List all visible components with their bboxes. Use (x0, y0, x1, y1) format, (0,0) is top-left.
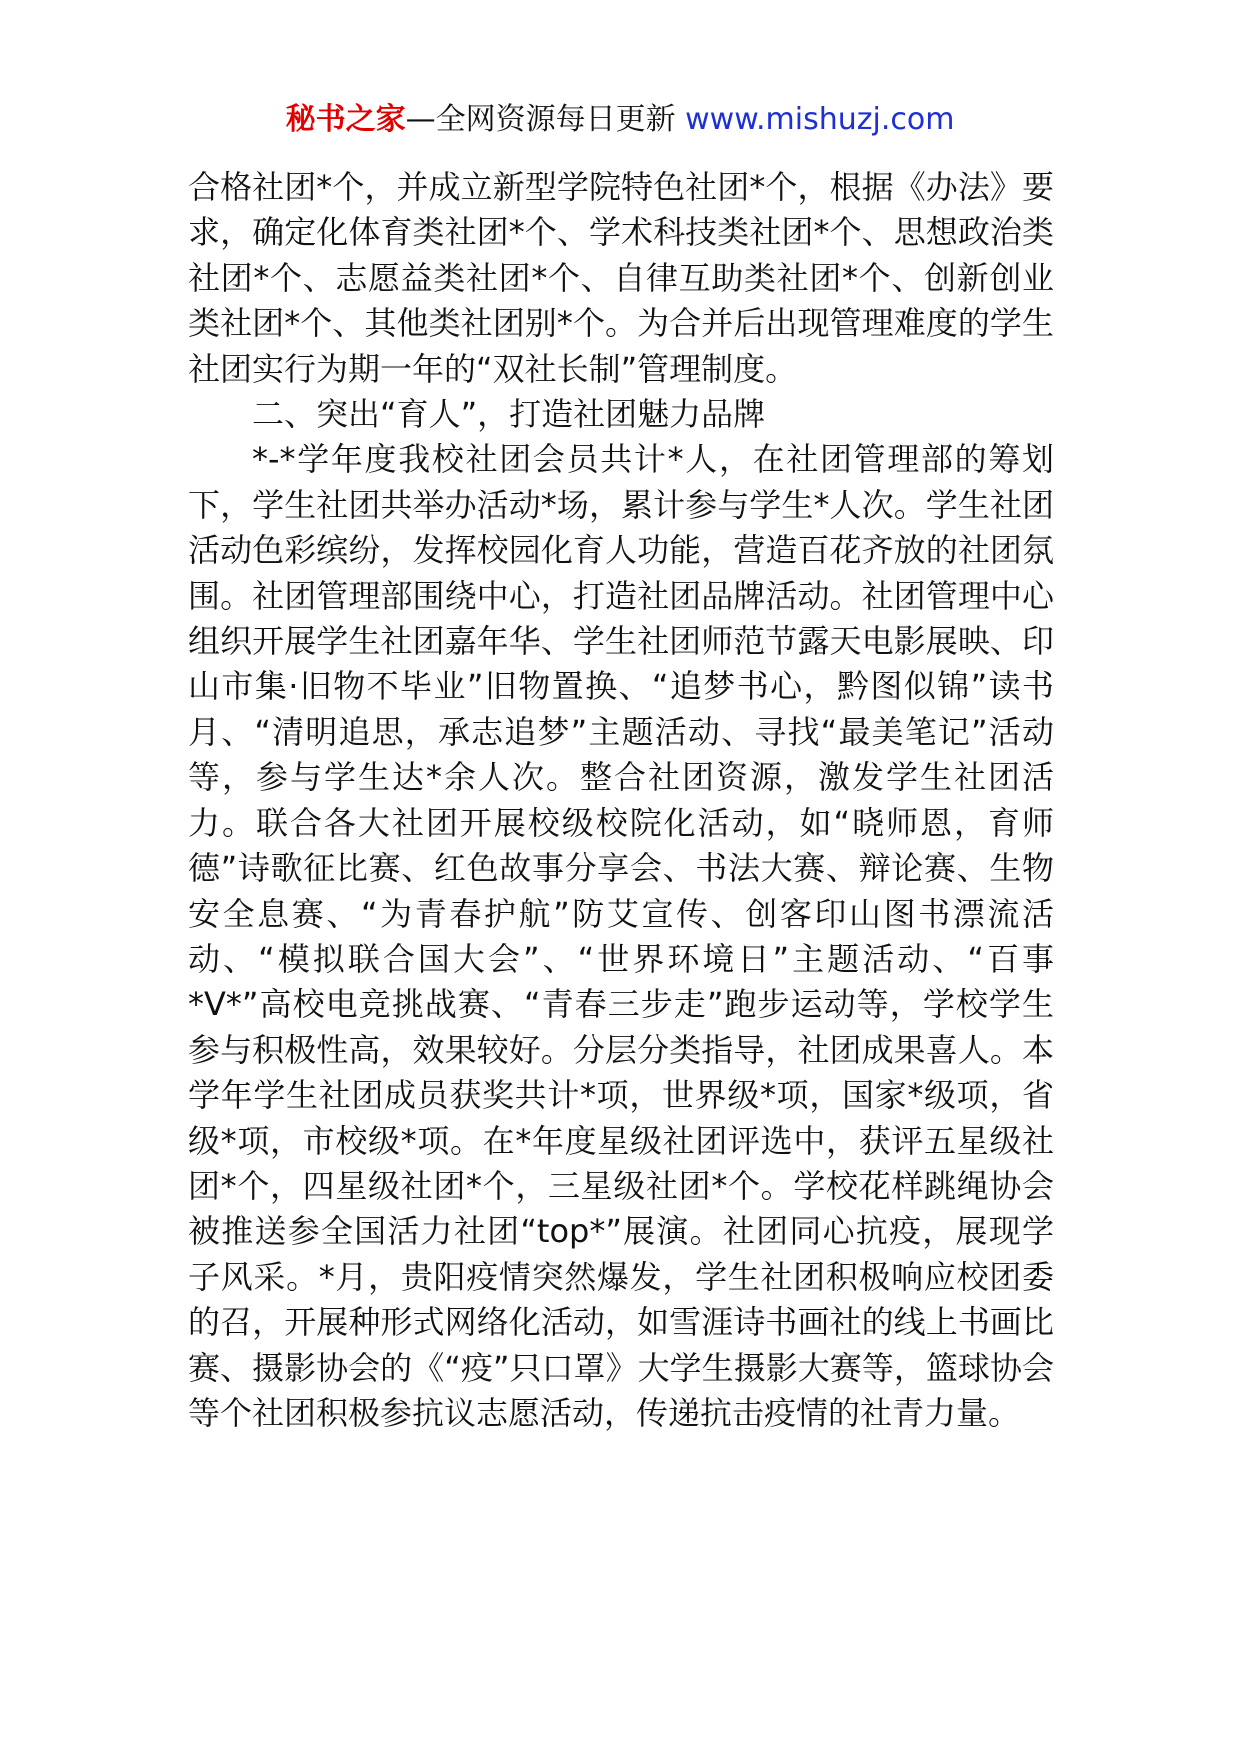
paragraph-continued: 合格社团*个，并成立新型学院特色社团*个，根据《办法》要求，确定化体育类社团*个、学术科技类社团*个、思想政治类社团*个、志愿益类社团*个、自律互助类社团*个、创新创业类社团*个、其他类社团别*个。为合并后出现管理难度的学生社团实行为期一年的“双社长制”管理制度。 (188, 168, 1054, 388)
document-body (188, 165, 1054, 1436)
paragraph: *-*学年度我校社团会员共计*人，在社团管理部的筹划下，学生社团共举办活动*场，累计参与学生*人次。学生社团活动色彩缤纷，发挥校园化育人功能，营造百花齐放的社团氛围。社团管理部围绕中心，打造社团品牌活动。社团管理中心组织开展学生社团嘉年华、学生社团师范节露天电影展映、印山市集·旧物不毕业”旧物置换、“追梦书心，黔图似锦”读书月、“清明追思，承志追梦”主题活动、寻找“最美笔记”活动等，参与学生达*余人次。整合社团资源，激发学生社团活力。联合各大社团开展校级校院化活动，如“晓师恩，育师德”诗歌征比赛、红色故事分享会、书法大赛、辩论赛、生物安全息赛、“为青春护航”防艾宣传、创客印山图书漂流活动、“模拟联合国大会”、“世界环境日”主题活动、“百事*V*”高校电竞挑战赛、“青春三步走”跑步运动等，学校学生参与积极性高，效果较好。分层分类指导，社团成果喜人。本学年学生社团成员获奖共计*项，世界级*项，国家*级项，省级*项，市校级*项。在*年度星级社团评选中，获评五星级社团*个，四星级社团*个，三星级社团*个。学校花样跳绳协会被推送参全国活力社团“top*”展演。社团同心抗疫，展现学子风采。*月，贵阳疫情突然爆发，学生社团积极响应校团委的召，开展种形式网络化活动，如雪涯诗书画社的线上书画比赛、摄影协会的《“疫”只口罩》大学生摄影大赛等，篮球协会等个社团积极参抗议志愿活动，传递抗击疫情的社青力量。 (188, 440, 1054, 1432)
site-header (0, 100, 1240, 140)
header-tagline: —全网资源每日更新 (405, 102, 686, 137)
brand-name: 秘书之家 (285, 102, 406, 137)
site-url[interactable]: www.mishuzj.com (685, 102, 955, 137)
section-heading: 二、突出“育人”，打造社团魅力品牌 (252, 395, 766, 434)
